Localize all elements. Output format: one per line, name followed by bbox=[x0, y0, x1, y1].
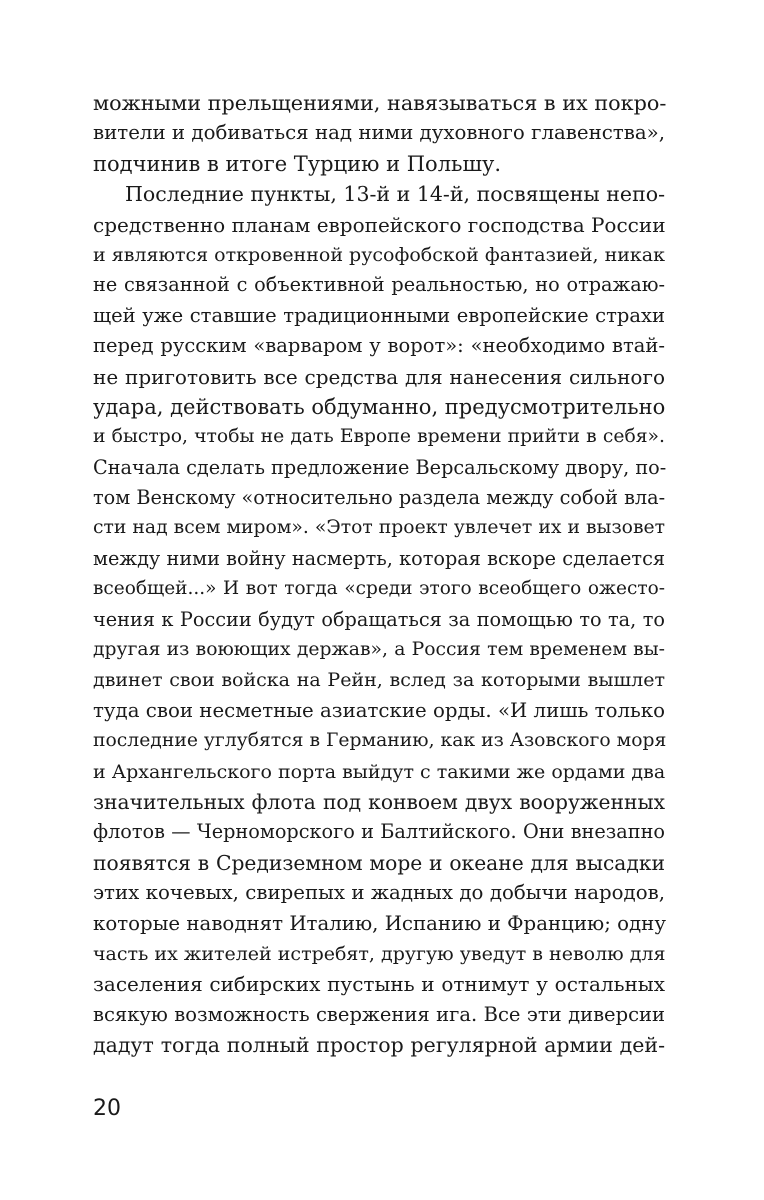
text-line: и являются откровенной русофобской фантазией, никак bbox=[93, 243, 665, 266]
text-line: значительных флота под конвоем двух вооруженных bbox=[93, 789, 665, 814]
text-line: сти над всем миром». «Этот проект увлечет их и вызовет bbox=[93, 517, 665, 539]
text-line: двинет свои войска на Рейн, вслед за которыми вышлет bbox=[93, 669, 665, 692]
text-line: Сначала сделать предложение Версальскому двору, по- bbox=[93, 455, 667, 479]
text-line: удара, действовать обдуманно, предусмотрительно bbox=[93, 394, 666, 419]
text-line: чения к России будут обращаться за помощью то та, то bbox=[93, 607, 665, 631]
text-line: часть их жителей истребят, другую уведут в неволю для bbox=[93, 942, 666, 965]
text-line: не приготовить все средства для нанесения сильного bbox=[93, 364, 665, 389]
body-text bbox=[93, 88, 665, 1061]
text-line: можными прельщениями, навязываться в их покро- bbox=[93, 91, 667, 115]
text-line: дадут тогда полный простор регулярной армии дей- bbox=[93, 1033, 665, 1058]
text-line: другая из воюющих держав», а Россия тем временем вы- bbox=[93, 639, 665, 661]
text-line: этих кочевых, свирепых и жадных до добычи народов, bbox=[93, 881, 665, 905]
text-line: и быстро, чтобы не дать Европе времени прийти в себя». bbox=[93, 426, 665, 448]
text-line: том Венскому «относительно раздела между собой вла- bbox=[93, 486, 666, 510]
text-line: флотов — Черноморского и Балтийского. Они внезапно bbox=[93, 820, 665, 844]
text-line: которые наводнят Италию, Испанию и Францию; одну bbox=[93, 911, 666, 935]
paragraph-1 bbox=[93, 88, 665, 179]
paragraph-2 bbox=[93, 179, 665, 1060]
text-line: всеобщей...» И вот тогда «среди этого всеобщего ожесто- bbox=[93, 578, 665, 600]
text-line: появятся в Средиземном море и океане для высадки bbox=[93, 850, 665, 875]
text-line: не связанной с объективной реальностью, но отражаю- bbox=[93, 273, 665, 297]
text-line: заселения сибирских пустынь и отнимут у остальных bbox=[93, 972, 665, 997]
text-line: всякую возможность свержения ига. Все эти диверсии bbox=[93, 1002, 665, 1026]
text-line: и Архангельского порта выйдут с такими же ордами два bbox=[93, 760, 666, 783]
page-number: 20 bbox=[93, 1096, 121, 1121]
text-line: Последние пункты, 13-й и 14-й, посвящены непо- bbox=[125, 182, 665, 207]
text-line: подчинив в итоге Турцию и Польшу. bbox=[93, 151, 502, 176]
text-line: между ними войну насмерть, которая вскоре сделается bbox=[93, 546, 665, 570]
text-line: перед русским «варваром у ворот»: «необходимо втай- bbox=[93, 334, 665, 358]
text-line: средственно планам европейского господства России bbox=[93, 212, 666, 237]
text-line: туда свои несметные азиатские орды. «И лишь только bbox=[93, 698, 665, 722]
text-line: вители и добиваться над ними духовного главенства», bbox=[93, 121, 665, 145]
text-line: последние углубятся в Германию, как из Азовского моря bbox=[93, 730, 667, 752]
text-line: щей уже ставшие традиционными европейские страхи bbox=[93, 303, 665, 327]
